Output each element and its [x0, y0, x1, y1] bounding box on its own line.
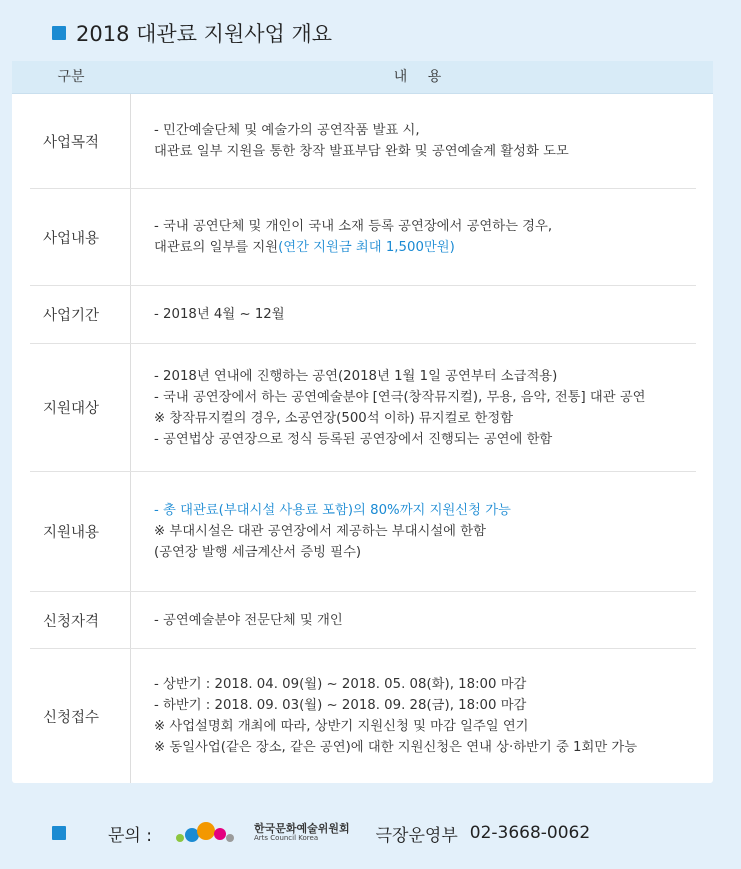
content-line: - 공연법상 공연장으로 정식 등록된 공연장에서 진행되는 공연에 한함: [154, 431, 553, 447]
row-label: 사업목적: [42, 134, 100, 151]
bullet-square-icon: [52, 26, 66, 40]
row-content: [154, 472, 705, 591]
row-content: [154, 649, 705, 783]
content-line: ※ 창작뮤지컬의 경우, 소공연장(500석 이하) 뮤지컬로 한정함: [154, 410, 514, 426]
content-line: - 국내 공연단체 및 개인이 국내 소재 등록 공연장에서 공연하는 경우,: [154, 219, 553, 234]
row-content: [154, 286, 705, 343]
department-name: 극장운영부: [375, 825, 458, 846]
row-label: 사업내용: [42, 230, 100, 247]
row-content: [154, 344, 705, 471]
row-label: 사업기간: [42, 308, 100, 324]
logo-dots-icon: [174, 820, 246, 846]
content-line: (공연장 발행 세금계산서 증빙 필수): [154, 545, 362, 560]
content-line: - 하반기 : 2018. 09. 03(월) ~ 2018. 09. 28(금), 18:00 마감: [154, 698, 527, 713]
content-text: 대관료의 일부를 지원: [154, 240, 279, 255]
bullet-square-icon: [52, 826, 66, 840]
content-line: - 민간예술단체 및 예술가의 공연작품 발표 시,: [154, 123, 420, 138]
content-line: - 2018년 연내에 진행하는 공연(2018년 1월 1일 공연부터 소급적용): [154, 368, 558, 384]
logo-name-ko: 한국문화예술위원회: [253, 822, 350, 836]
contact-footer: [52, 820, 590, 846]
page-title: [52, 18, 332, 48]
inquiry-label: 문의 :: [108, 825, 152, 846]
header-content: 내 용: [393, 69, 450, 85]
table-row-purpose: [12, 94, 713, 188]
content-line: ※ 사업설명회 개최에 따라, 상반기 지원신청 및 마감 일주일 연기: [154, 719, 529, 734]
arts-council-logo: [174, 820, 350, 846]
content-line: 대관료 일부 지원을 통한 창작 발표부담 완화 및 공연예술계 활성화 도모: [154, 144, 569, 159]
overview-table: [12, 61, 713, 783]
row-content: [154, 592, 705, 648]
table-row-support: [12, 472, 713, 591]
table-row-period: [12, 286, 713, 343]
content-line: ※ 동일사업(같은 장소, 같은 공연)에 대한 지원신청은 연내 상·하반기 중 1회만 가능: [154, 740, 638, 755]
table-row-eligible: [12, 344, 713, 471]
row-label: 지원대상: [42, 401, 100, 417]
highlight-text: (연간 지원금 최대 1,500만원): [278, 240, 455, 255]
row-label: 지원내용: [42, 525, 100, 541]
content-line: - 상반기 : 2018. 04. 09(월) ~ 2018. 05. 08(화), 18:00 마감: [154, 677, 527, 692]
row-label: 신청접수: [42, 709, 100, 726]
phone-number: 02-3668-0062: [469, 823, 591, 843]
row-label: 신청자격: [42, 613, 100, 630]
page-title-text: 2018 대관료 지원사업 개요: [76, 22, 333, 46]
content-line: - 국내 공연장에서 하는 공연예술분야 [연극(창작뮤지컬), 무용, 음악, 전통] 대관 공연: [154, 389, 646, 405]
content-line: ※ 부대시설은 대관 공연장에서 제공하는 부대시설에 한함: [154, 524, 486, 539]
table-header: [12, 61, 713, 94]
content-line: - 공연예술분야 전문단체 및 개인: [154, 612, 343, 628]
row-content: [154, 189, 705, 285]
content-line: - 2018년 4월 ~ 12월: [154, 307, 285, 322]
table-row-application: [12, 649, 713, 783]
table-row-qualification: [12, 592, 713, 648]
content-line: [154, 237, 705, 258]
header-category: 구분: [57, 69, 85, 85]
logo-name-en: Arts Council Korea: [253, 834, 319, 843]
highlight-text: - 총 대관료(부대시설 사용료 포함)의 80%까지 지원신청 가능: [154, 503, 511, 518]
row-content: [154, 94, 705, 188]
table-row-details: [12, 189, 713, 285]
